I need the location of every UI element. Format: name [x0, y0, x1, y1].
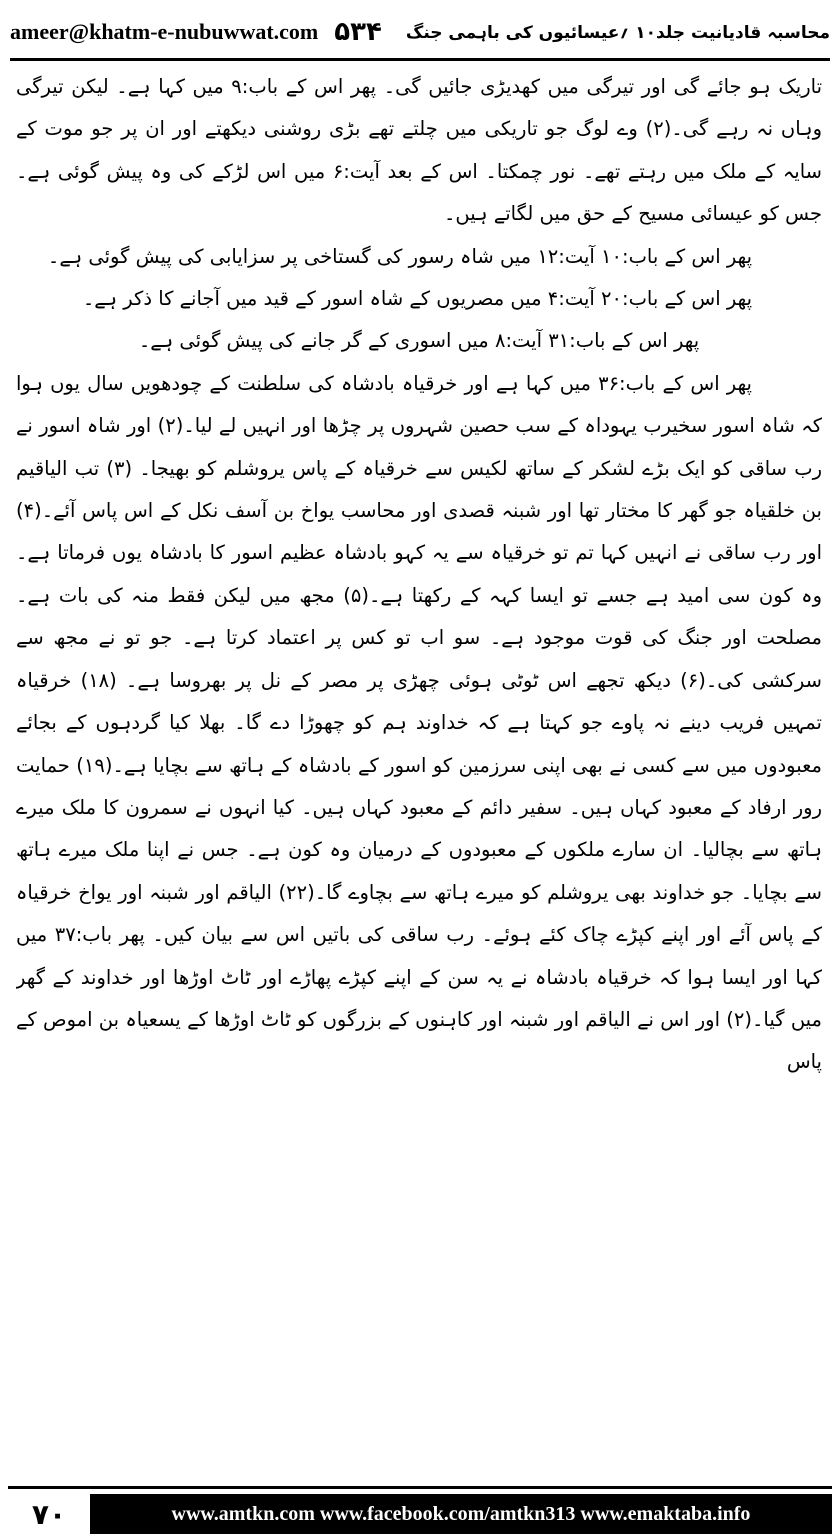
- page-footer: [8, 1494, 832, 1534]
- paragraph-4: پھر اس کے باب:۳۱ آیت:۸ میں اسوری کے گر جانے کی پیش گوئی ہے۔: [138, 329, 700, 353]
- header-left: [10, 17, 382, 47]
- paragraph-3: پھر اس کے باب:۲۰ آیت:۴ میں مصریوں کے شاہ اسور کے قید میں آجانے کا ذکر ہے۔: [82, 287, 752, 311]
- header-divider: [10, 58, 830, 61]
- header-page-number: ۵۳۴: [334, 17, 382, 47]
- page-body: [16, 66, 822, 1444]
- header-email: ameer@khatm-e-nubuwwat.com: [10, 19, 319, 44]
- footer-links: www.amtkn.com www.facebook.com/amtkn313 www.emaktaba.info: [90, 1494, 832, 1534]
- page-header: [10, 8, 830, 56]
- footer-divider: [8, 1486, 832, 1489]
- paragraph-1: تاریک ہو جائے گی اور تیرگی میں کھدیڑی جائیں گی۔ پھر اس کے باب:۹ میں کہا ہے۔ لیکن تیرگی وہاں نہ رہے گی۔(۲) وے لوگ جو تاریکی میں چلتے تھے بڑی روشنی دیکھتے اور ان پر جو موت کے سایہ کے ملک میں رہتے تھے۔ نور چمکتا۔ اس کے بعد آیت:۶ میں اس لڑکے کی وہ پیش گوئی ہے۔ جس کو عیسائی مسیح کے حق میں لگاتے ہیں۔: [16, 75, 822, 226]
- header-title: محاسبہ قادیانیت جلد۱۰ ؍عیسائیوں کی باہمی جنگ: [405, 22, 830, 43]
- paragraph-2: پھر اس کے باب:۱۰ آیت:۱۲ میں شاہ رسور کی گستاخی پر سزایابی کی پیش گوئی ہے۔: [47, 244, 752, 268]
- footer-page-number: ۷۰: [8, 1494, 90, 1534]
- paragraph-5: پھر اس کے باب:۳۶ میں کہا ہے اور خرقیاہ بادشاہ کی سلطنت کے چودھویں سال یوں ہوا کہ شاہ اسور سخیرب یہوداہ کے سب حصین شہروں پر چڑھا اور انہیں لے لیا۔(۲) اور شاہ اسور نے رب ساقی کو ایک بڑے لشکر کے ساتھ لکیس سے خرقیاہ کے پاس یروشلم کو بھیجا۔ (۳) تب الیاقیم بن خلقیاہ جو گھر کا مختار تھا اور شبنہ قصدی اور محاسب یواخ بن آسف نکل کے اس پاس آئے۔(۴) اور رب ساقی نے انہیں کہا تم تو خرقیاہ سے یہ کہو بادشاہ عظیم اسور کا بادشاہ یوں فرماتا ہے۔ وہ کون سی امید ہے جسے تو ایسا کہہ کے رکھتا ہے۔(۵) مجھ میں لیکن فقط منہ کی بات ہے۔ مصلحت اور جنگ کی قوت موجود ہے۔ سو اب تو کس پر اعتماد کرتا ہے۔ جو تو نے مجھ سے سرکشی کی۔(۶) دیکھ تجھے اس ٹوٹی ہوئی چھڑی پر مصر کے نل پر بھروسا ہے۔ (۱۸) خرقیاہ تمہیں فریب دینے نہ پاوے جو کہتا ہے کہ خداوند ہم کو چھوڑا دے گا۔ بھلا کیا گردہوں کے بجائے معبودوں میں سے کسی نے بھی اپنی سرزمین کو اسور کے بادشاہ کے ہاتھ سے بچایا ہے۔(۱۹) حمایت رور ارفاد کے معبود کہاں ہیں۔ سفیر دائم کے معبود کہاں ہیں۔ کیا انہوں نے سمرون کا ملک میرے ہاتھ سے بچالیا۔ ان سارے ملکوں کے معبودوں کے درمیان وہ کون ہے۔ جس نے اپنا ملک میرے ہاتھ سے بچایا۔ جو خداوند بھی یروشلم کو میرے ہاتھ سے بچاوے گا۔(۲۲) الیاقم اور شبنہ اور یواخ خرقیاہ کے پاس آئے اور اپنے کپڑے چاک کئے ہوئے۔ رب ساقی کی باتیں اس سے بیان کیں۔ پھر باب:۳۷ میں کہا اور ایسا ہوا کہ خرقیاہ بادشاہ نے یہ سن کے اپنے کپڑے پھاڑے اور ٹاٹ اوڑھا اور خداوند کے گھر میں گیا۔(۲) اور اس نے الیاقم اور شبنہ اور کاہنوں کے بزرگوں کو ٹاٹ اوڑھا کے یسعیاہ بن اموص کے پاس: [16, 371, 822, 1074]
